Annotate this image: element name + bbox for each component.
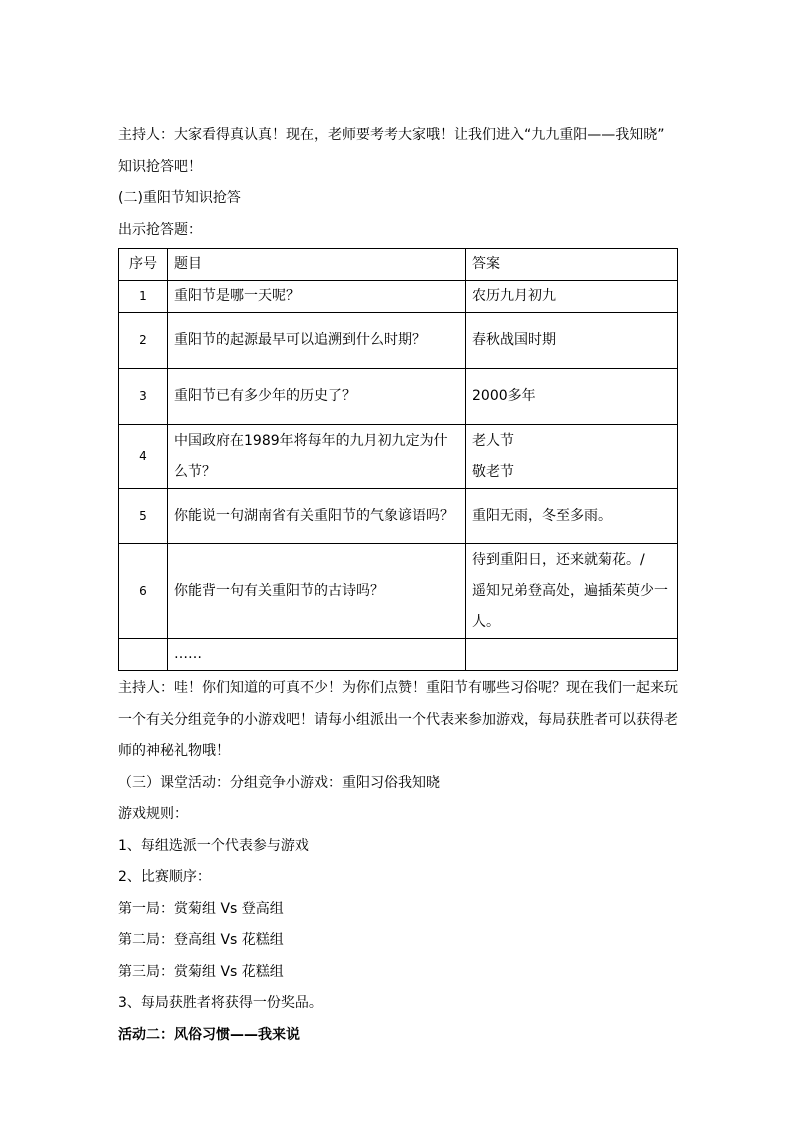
answer-line: 敬老节 bbox=[472, 463, 514, 480]
row-number: 3 bbox=[119, 369, 168, 425]
header-question: 题目 bbox=[168, 249, 466, 281]
row-question: …… bbox=[168, 639, 466, 671]
row-question: 中国政府在1989年将每年的九月初九定为什么节？ bbox=[168, 425, 466, 489]
rule-3: 3、每局获胜者将获得一份奖品。 bbox=[118, 995, 323, 1011]
quiz-prompt: 出示抢答题： bbox=[118, 221, 202, 238]
host-line-2: 一个有关分组竞争的小游戏吧！请每小组派出一个代表来参加游戏，每局获胜者可以获得老 bbox=[118, 711, 678, 728]
document-page bbox=[118, 120, 678, 1051]
answer-line: 2000多年 bbox=[472, 388, 536, 404]
row-question: 重阳节的起源最早可以追溯到什么时期？ bbox=[168, 313, 466, 369]
round-3: 第三局：赏菊组 Vs 花糕组 bbox=[118, 963, 284, 980]
row-question: 你能背一句有关重阳节的古诗吗？ bbox=[168, 544, 466, 639]
rule-1: 1、每组选派一个代表参与游戏 bbox=[118, 837, 309, 854]
table-row bbox=[119, 281, 678, 313]
row-answer bbox=[466, 489, 678, 544]
row-number: 6 bbox=[119, 544, 168, 639]
row-number: 5 bbox=[119, 489, 168, 544]
row-number: 4 bbox=[119, 425, 168, 489]
table-row bbox=[119, 369, 678, 425]
row-number: 2 bbox=[119, 313, 168, 369]
row-answer bbox=[466, 281, 678, 313]
section-title-activity: （三）课堂活动：分组竞争小游戏：重阳习俗我知晓 bbox=[118, 774, 440, 791]
host-line-1: 主持人：哇！你们知道的可真不少！为你们点赞！重阳节有哪些习俗呢？现在我们一起来玩 bbox=[118, 680, 678, 696]
answer-line: 农历九月初九 bbox=[472, 288, 556, 304]
row-question: 重阳节已有多少年的历史了？ bbox=[168, 369, 466, 425]
header-number: 序号 bbox=[119, 249, 168, 281]
answer-line: 重阳无雨，冬至多雨。 bbox=[472, 507, 612, 524]
rules-title: 游戏规则： bbox=[118, 806, 188, 822]
table-row bbox=[119, 313, 678, 369]
rule-2: 2、比赛顺序： bbox=[118, 869, 211, 885]
row-answer bbox=[466, 425, 678, 489]
table-row bbox=[119, 639, 678, 671]
table-row bbox=[119, 425, 678, 489]
activity-two-heading: 活动二：风俗习惯——我来说 bbox=[118, 1026, 300, 1043]
answer-line: 春秋战国时期 bbox=[472, 332, 556, 348]
row-number: 1 bbox=[119, 281, 168, 313]
section-title-quiz: (二)重阳节知识抢答 bbox=[118, 190, 241, 206]
header-answer: 答案 bbox=[466, 249, 678, 281]
row-answer bbox=[466, 544, 678, 639]
table-row bbox=[119, 489, 678, 544]
row-answer bbox=[466, 369, 678, 425]
row-answer bbox=[466, 313, 678, 369]
row-question: 你能说一句湖南省有关重阳节的气象谚语吗？ bbox=[168, 489, 466, 544]
host-intro-line-2: 知识抢答吧！ bbox=[118, 158, 202, 175]
table-row bbox=[119, 544, 678, 639]
row-question: 重阳节是哪一天呢？ bbox=[168, 281, 466, 313]
answer-line: 老人节 bbox=[472, 432, 514, 449]
round-1: 第一局：赏菊组 Vs 登高组 bbox=[118, 900, 284, 917]
answer-line: 待到重阳日，还来就菊花。/ bbox=[472, 551, 645, 568]
answer-line: 遥知兄弟登高处，遍插茱萸少一 bbox=[472, 582, 668, 599]
host-line-3: 师的神秘礼物哦！ bbox=[118, 743, 230, 759]
round-2: 第二局：登高组 Vs 花糕组 bbox=[118, 932, 284, 948]
quiz-table bbox=[118, 248, 678, 671]
row-number bbox=[119, 639, 168, 671]
row-answer bbox=[466, 639, 678, 671]
answer-line: 人。 bbox=[472, 613, 500, 630]
table-header-row bbox=[119, 249, 678, 281]
host-intro-line-1: 主持人：大家看得真认真！现在，老师要考考大家哦！让我们进入“九九重阳——我知晓” bbox=[118, 127, 665, 143]
